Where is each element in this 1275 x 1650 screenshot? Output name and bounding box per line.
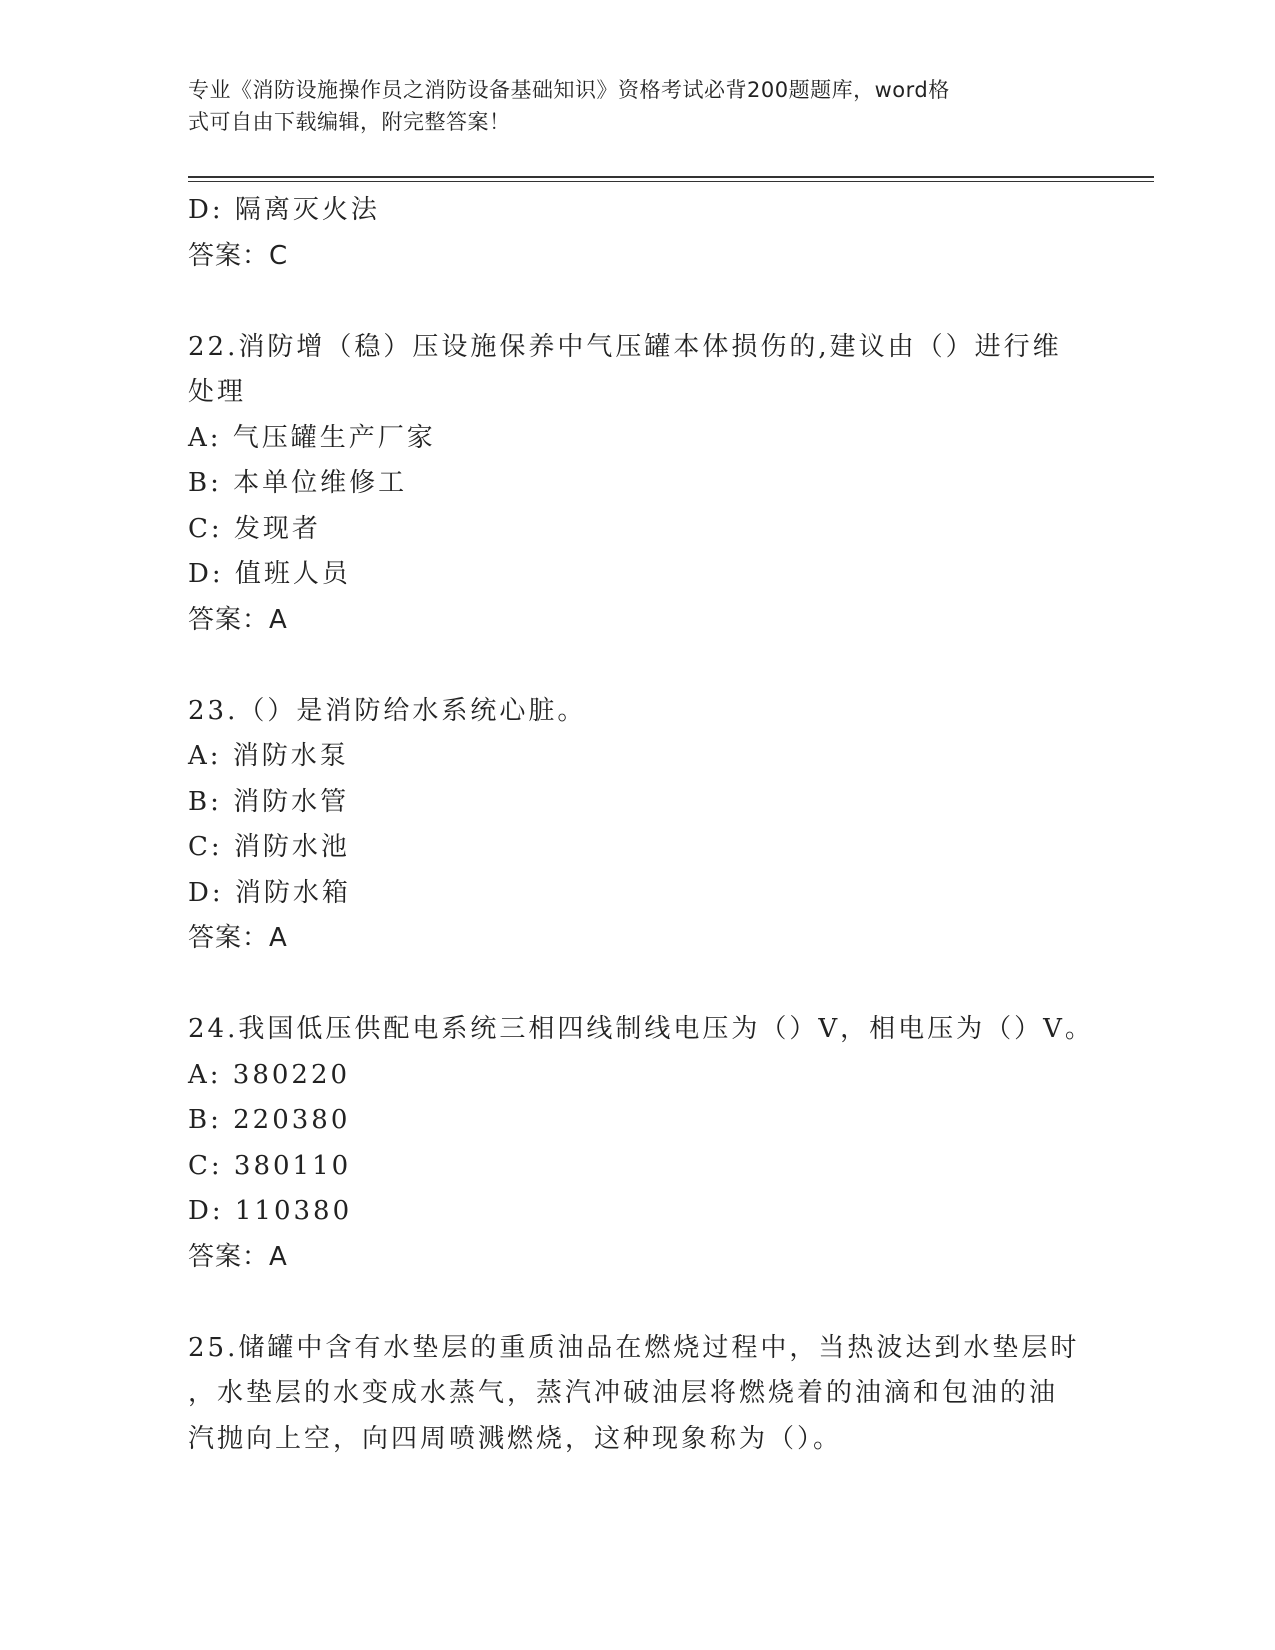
question-24-option-b: B: 220380 [188,1105,351,1135]
answer-text: 答案：C [188,240,289,271]
question-25-text-cont: ，水垫层的水变成水蒸气，蒸汽冲破油层将燃烧着的油滴和包油的油 [188,1378,1059,1408]
question-22-option-c: C: 发现者 [188,513,321,544]
question-22-text-cont: 处理 [188,377,247,407]
header-line-2: 式可自由下载编辑，附完整答案！ [188,110,511,134]
spacer [188,643,1088,689]
question-24-text: 24.我国低压供配电系统三相四线制线电压为（）V，相电压为（）V。 [188,1014,1094,1044]
question-24-option-c: C: 380110 [188,1150,352,1181]
question-23-option-a: A: 消防水泵 [188,741,349,771]
question-24-option-a: A: 380220 [188,1059,351,1090]
question-22-text: 22.消防增（稳）压设施保养中气压罐本体损伤的,建议由（）进行维 [188,331,1062,362]
question-24-option-d: D: 110380 [188,1196,353,1226]
question-22-option-a: A: 气压罐生产厂家 [188,422,436,453]
question-23-answer: 答案：A [188,923,288,953]
option-d: D: 隔离灭火法 [188,195,380,225]
question-22-option-d: D: 值班人员 [188,559,351,589]
spacer [188,279,1088,325]
document-header [188,74,1068,138]
question-22-answer: 答案：A [188,604,288,635]
spacer [188,962,1088,1008]
header-line-1: 专业《消防设施操作员之消防设备基础知识》资格考试必背200题题库，word格 [188,78,950,102]
question-23-option-d: D: 消防水箱 [188,877,351,908]
question-23-option-c: C: 消防水池 [188,832,350,862]
question-25-text: 25.储罐中含有水垫层的重质油品在燃烧过程中，当热波达到水垫层时 [188,1332,1080,1363]
question-22-option-b: B: 本单位维修工 [188,468,408,498]
header-divider-thin [188,181,1154,182]
header-divider-thick [188,176,1154,178]
question-24-answer: 答案：A [188,1241,288,1272]
spacer [188,1280,1088,1326]
question-list [188,188,1094,1462]
question-23-option-b: B: 消防水管 [188,786,350,817]
question-23-text: 23.（）是消防给水系统心脏。 [188,695,587,726]
question-25-text-cont: 汽抛向上空，向四周喷溅燃烧，这种现象称为（）。 [188,1423,843,1454]
